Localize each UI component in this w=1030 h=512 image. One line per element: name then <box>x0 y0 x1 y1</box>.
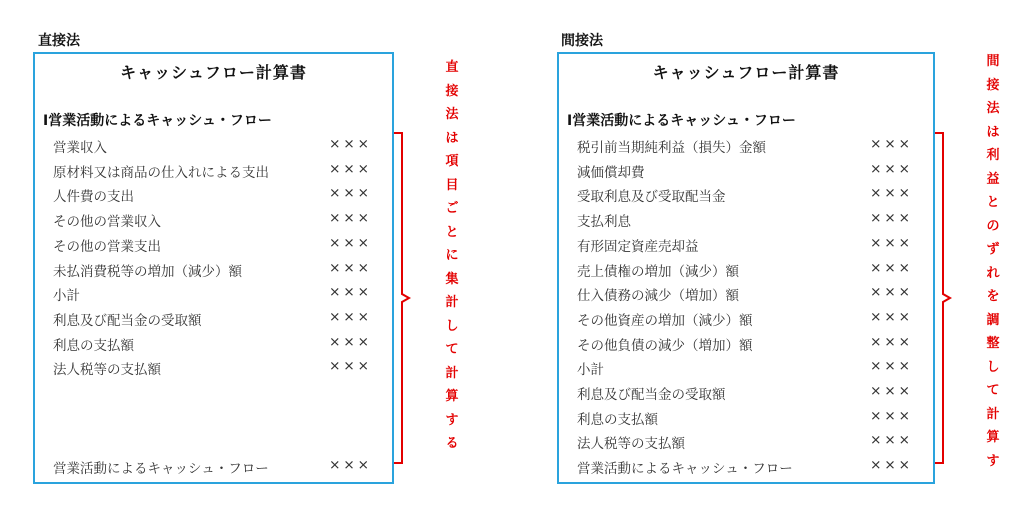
table-row <box>577 309 913 333</box>
row-value: ××× <box>870 333 913 350</box>
row-label: 小計 <box>53 288 80 305</box>
table-row <box>53 284 372 308</box>
row-label: 小計 <box>577 362 604 379</box>
annotation-char: 接 <box>986 77 1000 93</box>
table-row <box>577 408 913 432</box>
annotation-char: 法 <box>445 107 459 122</box>
row-value: ××× <box>870 234 913 251</box>
row-label: 減価償却費 <box>577 164 645 181</box>
annotation-char: ず <box>986 242 1000 257</box>
annotation-char: 益 <box>986 171 1000 187</box>
indirect-cashflow-statement <box>557 52 935 484</box>
row-label: 利息及び配当金の受取額 <box>577 387 726 403</box>
row-label: 法人税等の支払額 <box>577 436 685 453</box>
annotation-char: て <box>445 342 459 357</box>
row-value: ××× <box>329 210 372 227</box>
table-row <box>577 210 913 234</box>
annotation-char: 直 <box>445 60 459 75</box>
table-row <box>577 260 913 284</box>
table-row <box>53 235 372 259</box>
annotation-char: 計 <box>445 365 459 381</box>
annotation-char: 接 <box>445 83 459 99</box>
annotation-char: と <box>445 224 459 240</box>
row-label: 原材料又は商品の仕入れによる支出 <box>53 164 269 181</box>
row-value: ××× <box>329 333 372 350</box>
total-row <box>53 457 372 481</box>
row-label: 人件費の支出 <box>53 189 134 206</box>
annotation-char: る <box>445 436 459 451</box>
row-value: ××× <box>870 210 913 227</box>
row-label: その他負債の減少（増加）額 <box>577 337 753 354</box>
annotation-char: 算 <box>445 389 459 404</box>
indirect-annotation <box>982 50 1004 473</box>
table-row <box>577 235 913 259</box>
annotation-char: す <box>445 412 459 428</box>
row-label: 法人税等の支払額 <box>53 362 161 379</box>
table-row <box>53 161 372 185</box>
row-value: ××× <box>329 136 372 152</box>
annotation-char: は <box>986 124 1000 140</box>
direct-section-heading: Ⅰ営業活動によるキャッシュ・フロー <box>43 113 272 129</box>
table-row <box>577 383 913 407</box>
direct-cashflow-statement <box>33 52 394 484</box>
row-value: ××× <box>329 284 372 301</box>
annotation-char: 項 <box>445 154 459 169</box>
row-value: ××× <box>870 432 913 449</box>
annotation-char: 算 <box>986 430 1000 445</box>
direct-annotation <box>441 56 463 456</box>
table-row <box>577 432 913 456</box>
table-row <box>53 358 372 382</box>
annotation-char: と <box>986 195 1000 210</box>
annotation-char: 集 <box>445 271 459 287</box>
indirect-method-label: 間接法 <box>561 33 603 49</box>
annotation-char: 調 <box>986 312 1000 328</box>
annotation-char: し <box>986 359 1000 375</box>
annotation-char: に <box>445 248 459 263</box>
direct-statement-title: キャッシュフロー計算書 <box>120 63 307 82</box>
annotation-char: を <box>986 289 1000 304</box>
indirect-brace-bracket <box>933 128 957 468</box>
row-value: ××× <box>870 383 913 399</box>
table-row <box>577 284 913 308</box>
indirect-statement-title: キャッシュフロー計算書 <box>652 63 840 82</box>
annotation-char: は <box>445 130 459 146</box>
row-label: その他の営業収入 <box>53 214 161 231</box>
row-value: ××× <box>870 308 913 325</box>
direct-brace-bracket <box>392 128 416 468</box>
row-label: 利息の支払額 <box>577 411 658 428</box>
annotation-char: て <box>986 383 1000 398</box>
row-value: ××× <box>329 457 372 473</box>
table-row <box>53 309 372 333</box>
table-row <box>53 136 372 160</box>
annotation-char: 計 <box>445 295 459 310</box>
row-label: 仕入債務の減少（増加）額 <box>577 288 739 305</box>
row-label: 税引前当期純利益（損失）金額 <box>577 140 766 156</box>
row-label: その他の営業支出 <box>53 238 161 255</box>
row-value: ××× <box>329 185 372 202</box>
row-label: 営業活動によるキャッシュ・フロー <box>53 461 269 477</box>
direct-method-label: 直接法 <box>38 33 80 49</box>
row-value: ××× <box>329 308 372 325</box>
row-value: ××× <box>870 358 913 375</box>
row-value: ××× <box>870 185 913 202</box>
row-label: 支払利息 <box>577 214 631 231</box>
row-label: 利息及び配当金の受取額 <box>53 312 202 329</box>
annotation-char: 法 <box>986 101 1000 116</box>
annotation-char: 利 <box>986 148 1000 163</box>
table-row <box>577 136 913 160</box>
row-label: 利息の支払額 <box>53 337 134 354</box>
table-row <box>577 161 913 185</box>
row-value: ××× <box>870 136 913 152</box>
row-value: ××× <box>870 457 913 473</box>
row-value: ××× <box>870 407 913 424</box>
row-label: 有形固定資産売却益 <box>577 238 699 255</box>
annotation-char: 計 <box>986 406 1000 422</box>
annotation-char: 目 <box>445 177 459 193</box>
row-label: 営業活動によるキャッシュ・フロー <box>577 461 793 477</box>
annotation-char: す <box>986 453 1000 469</box>
total-row <box>577 457 913 481</box>
row-label: 受取利息及び受取配当金 <box>577 189 726 206</box>
row-value: ××× <box>329 234 372 251</box>
table-row <box>577 334 913 358</box>
row-value: ××× <box>870 160 913 177</box>
table-row <box>53 185 372 209</box>
indirect-section-heading: Ⅰ営業活動によるキャッシュ・フロー <box>567 113 796 129</box>
row-value: ××× <box>870 284 913 301</box>
row-label: 営業収入 <box>53 140 107 156</box>
row-label: その他資産の増加（減少）額 <box>577 312 753 329</box>
row-value: ××× <box>870 259 913 276</box>
row-value: ××× <box>329 259 372 276</box>
table-row <box>577 185 913 209</box>
table-row <box>577 358 913 382</box>
annotation-char: 間 <box>986 54 1000 69</box>
annotation-char: し <box>445 318 459 334</box>
row-label: 売上債権の増加（減少）額 <box>577 263 739 280</box>
table-row <box>53 334 372 358</box>
table-row <box>53 210 372 234</box>
row-value: ××× <box>329 160 372 177</box>
annotation-char: の <box>986 218 1000 234</box>
table-row <box>53 260 372 284</box>
row-value: ××× <box>329 358 372 375</box>
annotation-char: ご <box>445 201 459 216</box>
annotation-char: 整 <box>986 336 1000 351</box>
annotation-char: れ <box>986 265 1000 281</box>
row-label: 未払消費税等の増加（減少）額 <box>53 263 242 280</box>
